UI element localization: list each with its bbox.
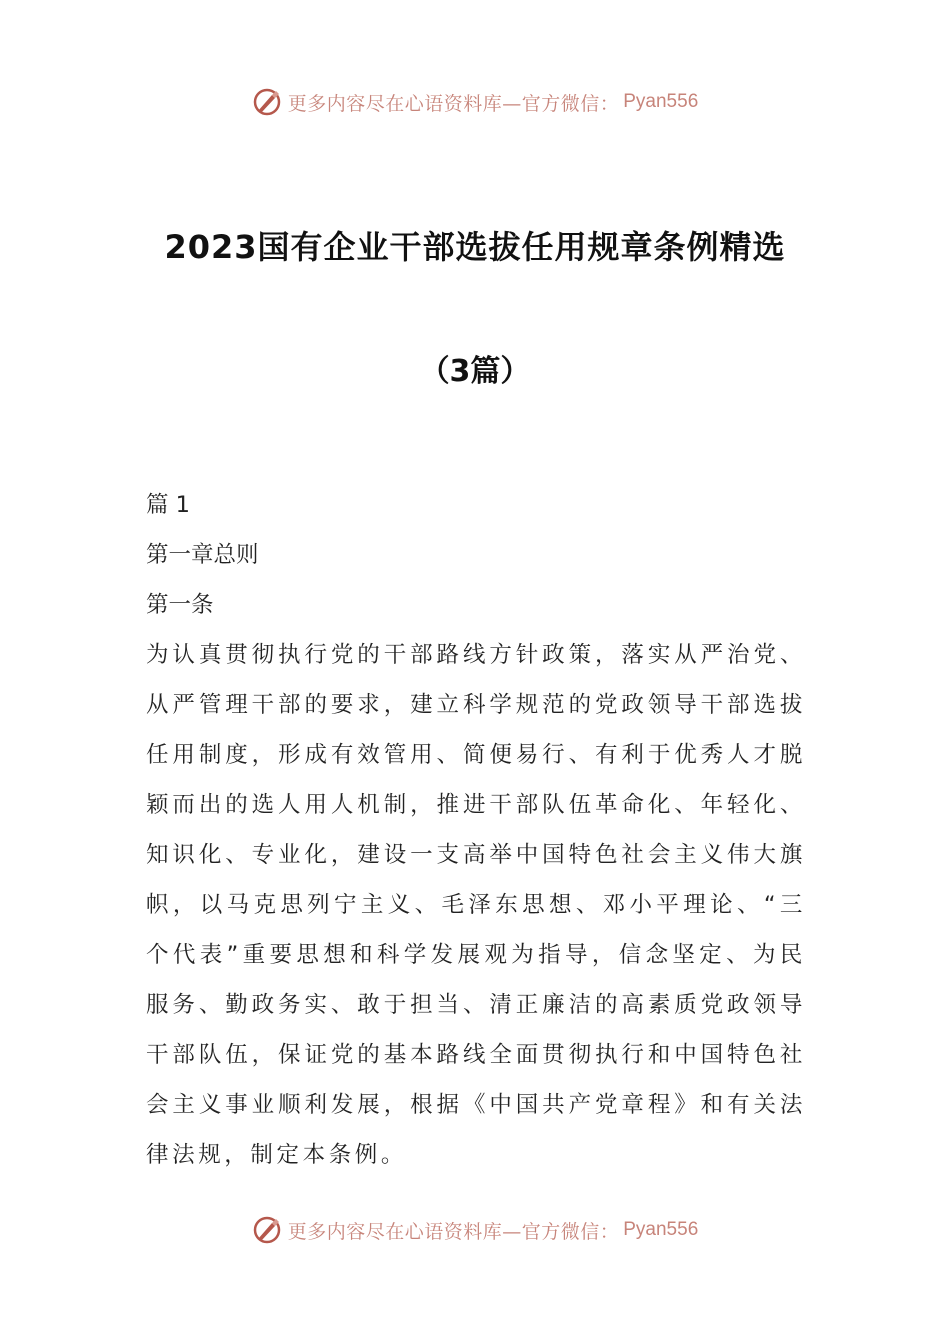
part-label: 篇 1 (146, 492, 190, 518)
document-subtitle: （3篇） (419, 354, 531, 389)
document-title: 2023国有企业干部选拔任用规章条例精选 (164, 228, 786, 266)
footer-watermark (0, 1210, 950, 1250)
document-body (146, 480, 806, 1180)
pen-logo-icon (252, 1215, 282, 1245)
watermark-wechat-id: Pyan556 (623, 91, 699, 112)
watermark-text: 更多内容尽在心语资料库—官方微信： (287, 92, 620, 115)
article-heading: 第一条 (146, 592, 214, 618)
header-watermark (0, 82, 950, 122)
pen-logo-icon (252, 87, 282, 117)
article-paragraph: 为认真贯彻执行党的干部路线方针政策，落实从严治党、从严管理干部的要求，建立科学规范的党政领导干部选拔任用制度，形成有效管用、简便易行、有利于优秀人才脱颖而出的选人用人机制，推进干部队伍革命化、年轻化、知识化、专业化，建设一支高举中国特色社会主义伟大旗帜，以马克思列宁主义、毛泽东思想、邓小平理论、“三个代表”重要思想和科学发展观为指导，信念坚定、为民服务、勤政务实、敢于担当、清正廉洁的高素质党政领导干部队伍，保证党的基本路线全面贯彻执行和中国特色社会主义事业顺利发展，根据《中国共产党章程》和有关法律法规，制定本条例。 (146, 642, 806, 1168)
watermark-wechat-id: Pyan556 (623, 1219, 699, 1240)
watermark-text: 更多内容尽在心语资料库—官方微信： (287, 1220, 620, 1243)
chapter-heading: 第一章总则 (146, 542, 259, 568)
